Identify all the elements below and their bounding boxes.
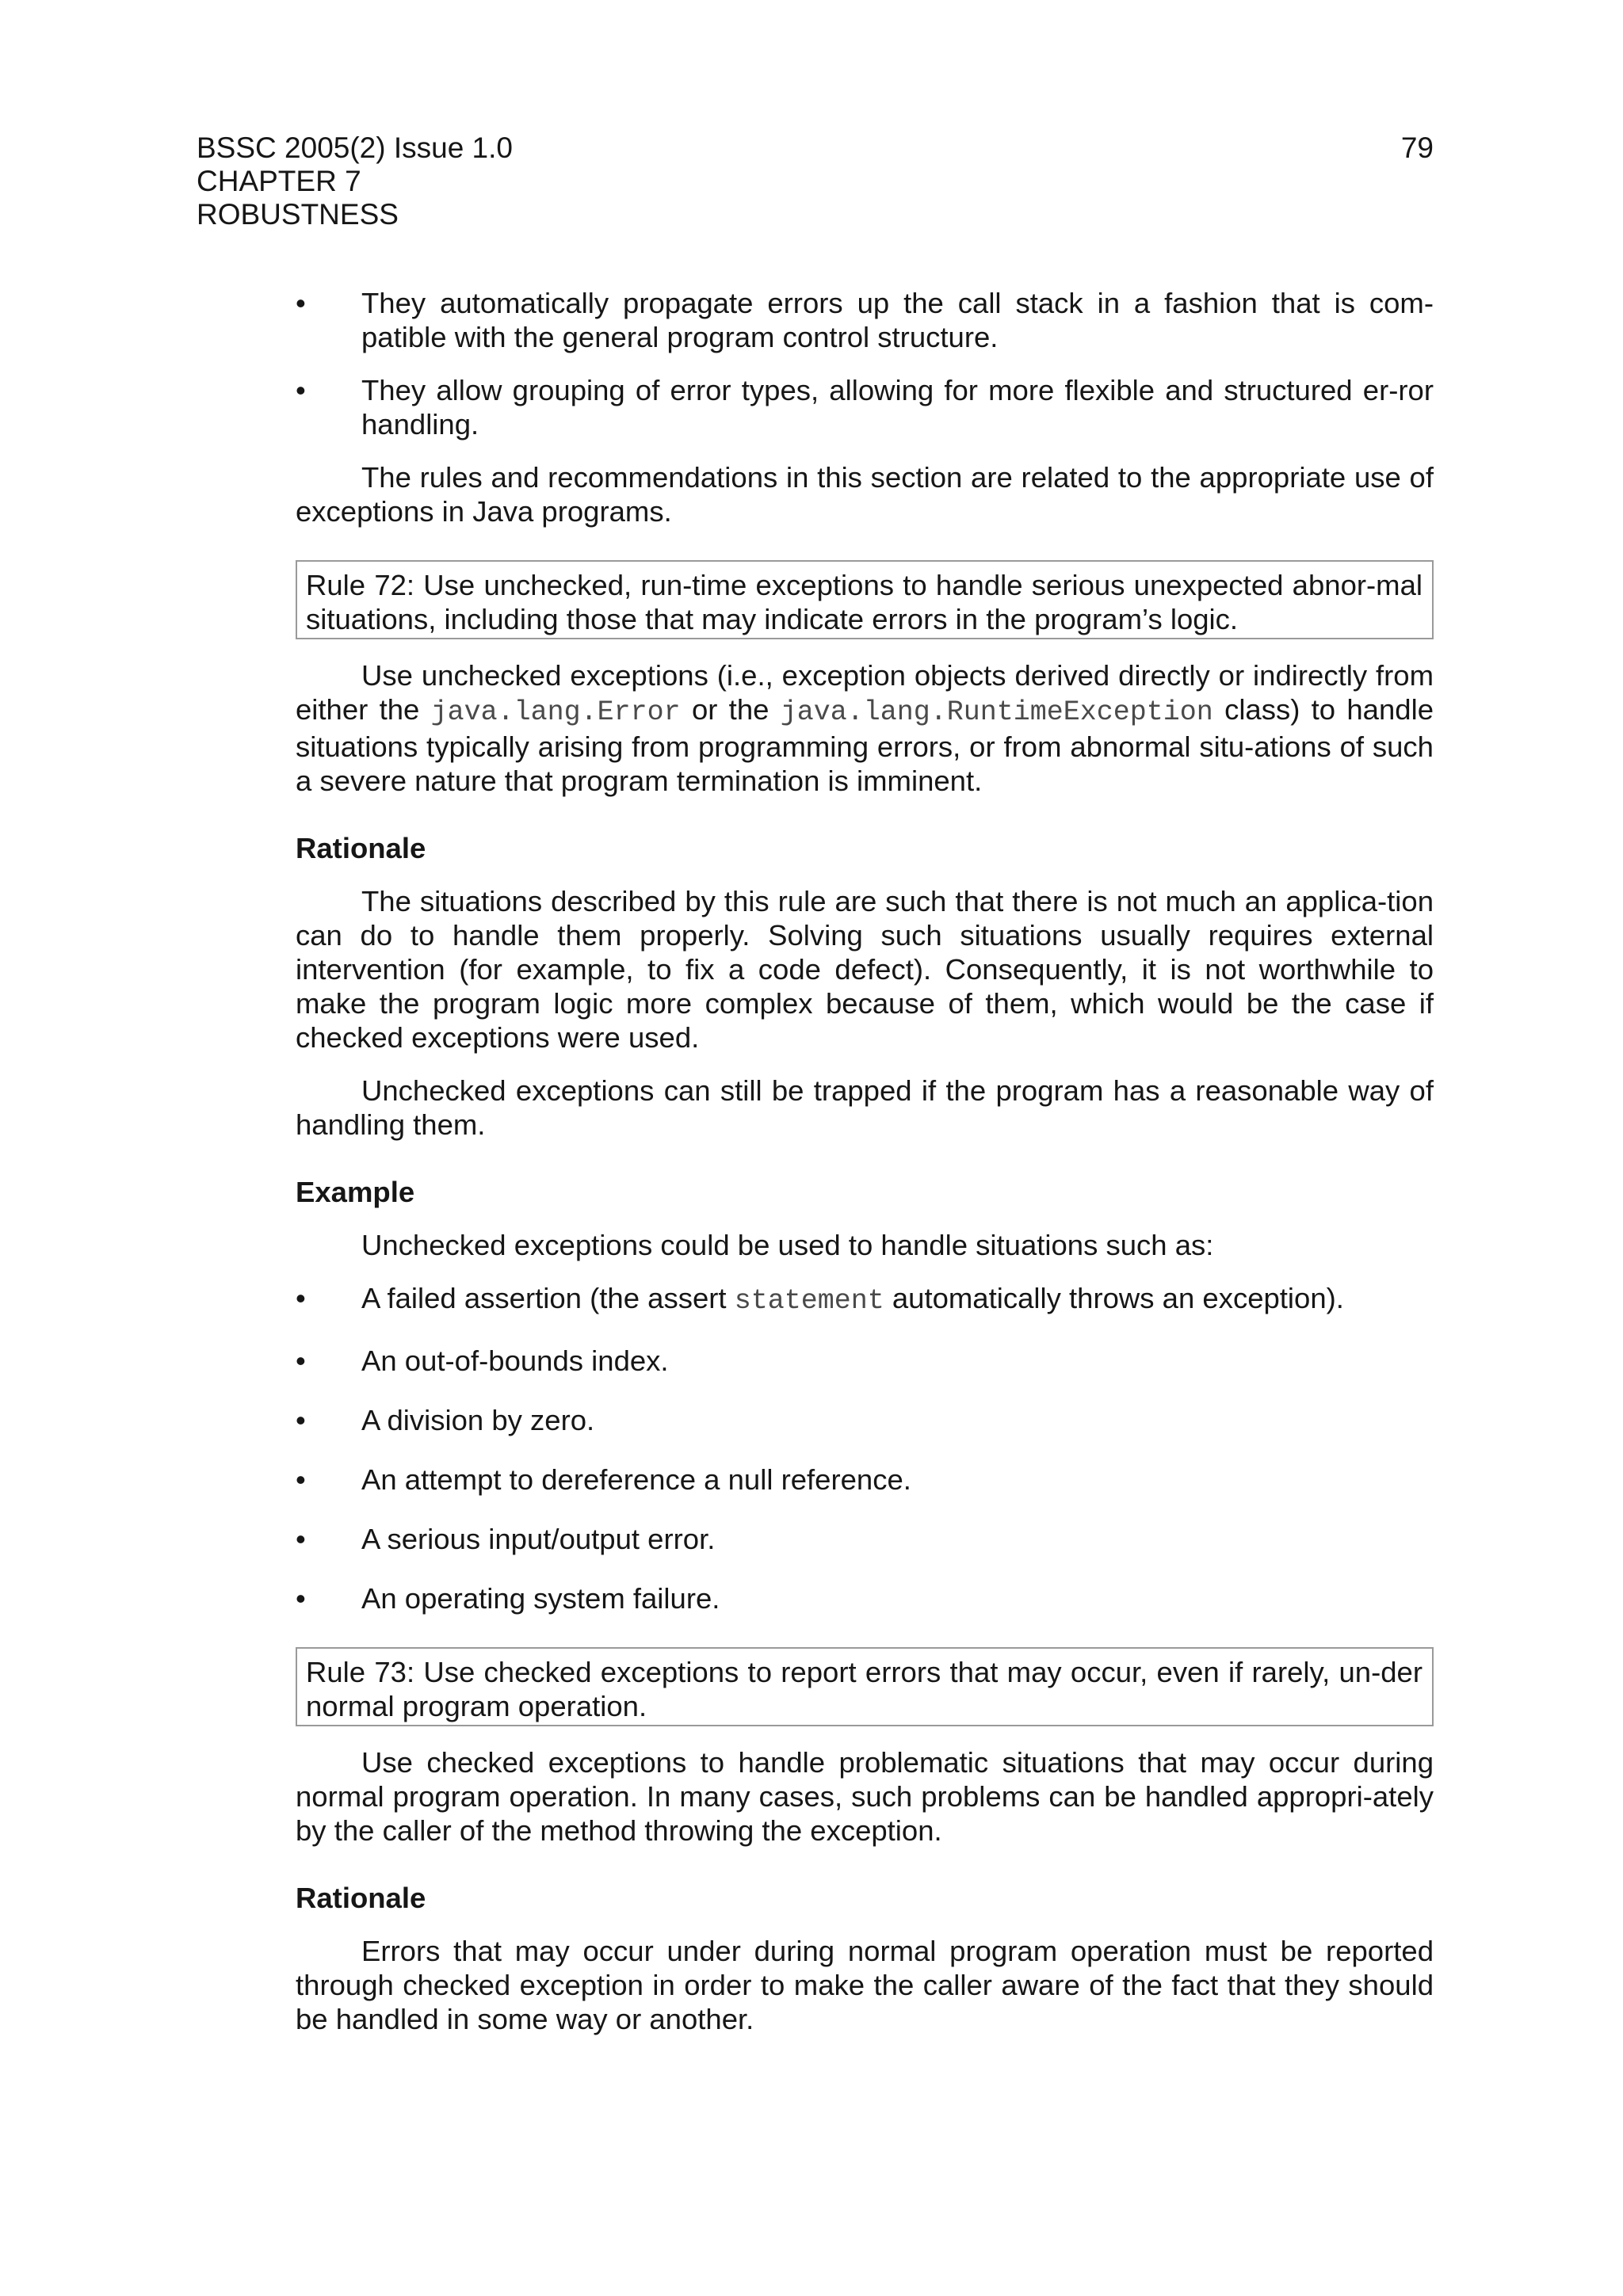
intro-bullet-list	[296, 286, 1434, 441]
chapter-title: ROBUSTNESS	[197, 198, 399, 231]
rule-73-box	[296, 1647, 1434, 1726]
rule-72-text-part: or the	[680, 693, 781, 726]
rule-72-box	[296, 560, 1434, 639]
list-item-text: An operating system failure.	[361, 1582, 720, 1615]
rationale-paragraph: Unchecked exceptions can still be trapped if the program has a reasonable way of handling them.	[296, 1074, 1434, 1141]
example-intro: Unchecked exceptions could be used to handle situations such as:	[361, 1229, 1214, 1261]
document-id: BSSC 2005(2) Issue 1.0	[197, 132, 513, 164]
list-item-text: A serious input/output error.	[361, 1523, 716, 1555]
bullet-icon: •	[296, 1404, 306, 1436]
rule-72-text-part: Use unchecked exceptions (i.e., exception objects derived directly or indirectly from either the	[296, 659, 1434, 726]
code-runtime-exception: java.lang.RuntimeException	[780, 696, 1213, 728]
rule-72-text-part: class) to handle situations typically arising from programming errors, or from abnormal situ-ations of such a severe nature that program termination is imminent.	[296, 693, 1434, 797]
bullet-icon: •	[296, 1282, 306, 1314]
list-item-text: A division by zero.	[361, 1404, 595, 1436]
list-item	[296, 1463, 1434, 1497]
list-item	[296, 1581, 1434, 1615]
bullet-icon: •	[296, 1463, 306, 1496]
rule-72-text: Rule 72: Use unchecked, run-time exceptions to handle serious unexpected abnor-mal situations, including those that may indicate errors in the program’s logic.	[306, 569, 1423, 635]
rationale-heading: Rationale	[296, 1882, 426, 1914]
bullet-icon: •	[296, 1523, 306, 1555]
list-item	[296, 286, 1434, 354]
rule-72-paragraph	[296, 658, 1434, 798]
page-number: 79	[1400, 132, 1434, 164]
list-item-text: They allow grouping of error types, allowing for more flexible and structured er-ror handling.	[361, 374, 1434, 441]
rationale-paragraph: The situations described by this rule are such that there is not much an applica-tion can do to handle them properly. Solving such situations usually requires external intervention (for example, to fix a code defect). Consequently, it is not worthwhile to make the program logic more complex because of them, which would be the case if checked exceptions were used.	[296, 885, 1434, 1054]
chapter-number: CHAPTER 7	[197, 165, 361, 197]
bullet-icon: •	[296, 374, 306, 406]
rationale-heading: Rationale	[296, 832, 426, 864]
list-item	[296, 1522, 1434, 1556]
bullet-icon: •	[296, 1582, 306, 1615]
list-item	[296, 1403, 1434, 1437]
code-statement: statement	[734, 1285, 884, 1317]
list-item-text: They automatically propagate errors up the call stack in a fashion that is com-patible with the general program control structure.	[361, 287, 1434, 353]
rule-73-paragraph: Use checked exceptions to handle problematic situations that may occur during normal program operation. In many cases, such problems can be handled appropri-ately by the caller of the method throwing the exception.	[296, 1746, 1434, 1847]
list-item-text-part: A failed assertion (the assert	[361, 1282, 735, 1314]
bullet-icon: •	[296, 287, 306, 319]
list-item-text	[361, 1282, 1344, 1317]
list-item-text-part: automatically throws an exception).	[884, 1282, 1344, 1314]
example-heading: Example	[296, 1176, 415, 1208]
rationale-paragraph: Errors that may occur under during normal program operation must be reported through checked exception in order to make the caller aware of the fact that they should be handled in some way or another.	[296, 1935, 1434, 2035]
rule-73-text: Rule 73: Use checked exceptions to report errors that may occur, even if rarely, un-der normal program operation.	[306, 1656, 1423, 1722]
list-item	[296, 1344, 1434, 1378]
bullet-icon: •	[296, 1344, 306, 1377]
page-header	[197, 132, 513, 231]
code-java-lang-error: java.lang.Error	[430, 696, 681, 728]
list-item-text: An attempt to dereference a null reference.	[361, 1463, 911, 1496]
intro-paragraph: The rules and recommendations in this section are related to the appropriate use of exceptions in Java programs.	[296, 461, 1434, 528]
list-item	[296, 373, 1434, 441]
example-bullet-list	[296, 1281, 1434, 1615]
list-item-text: An out-of-bounds index.	[361, 1344, 669, 1377]
list-item	[296, 1281, 1434, 1318]
page-body	[296, 286, 1434, 2036]
